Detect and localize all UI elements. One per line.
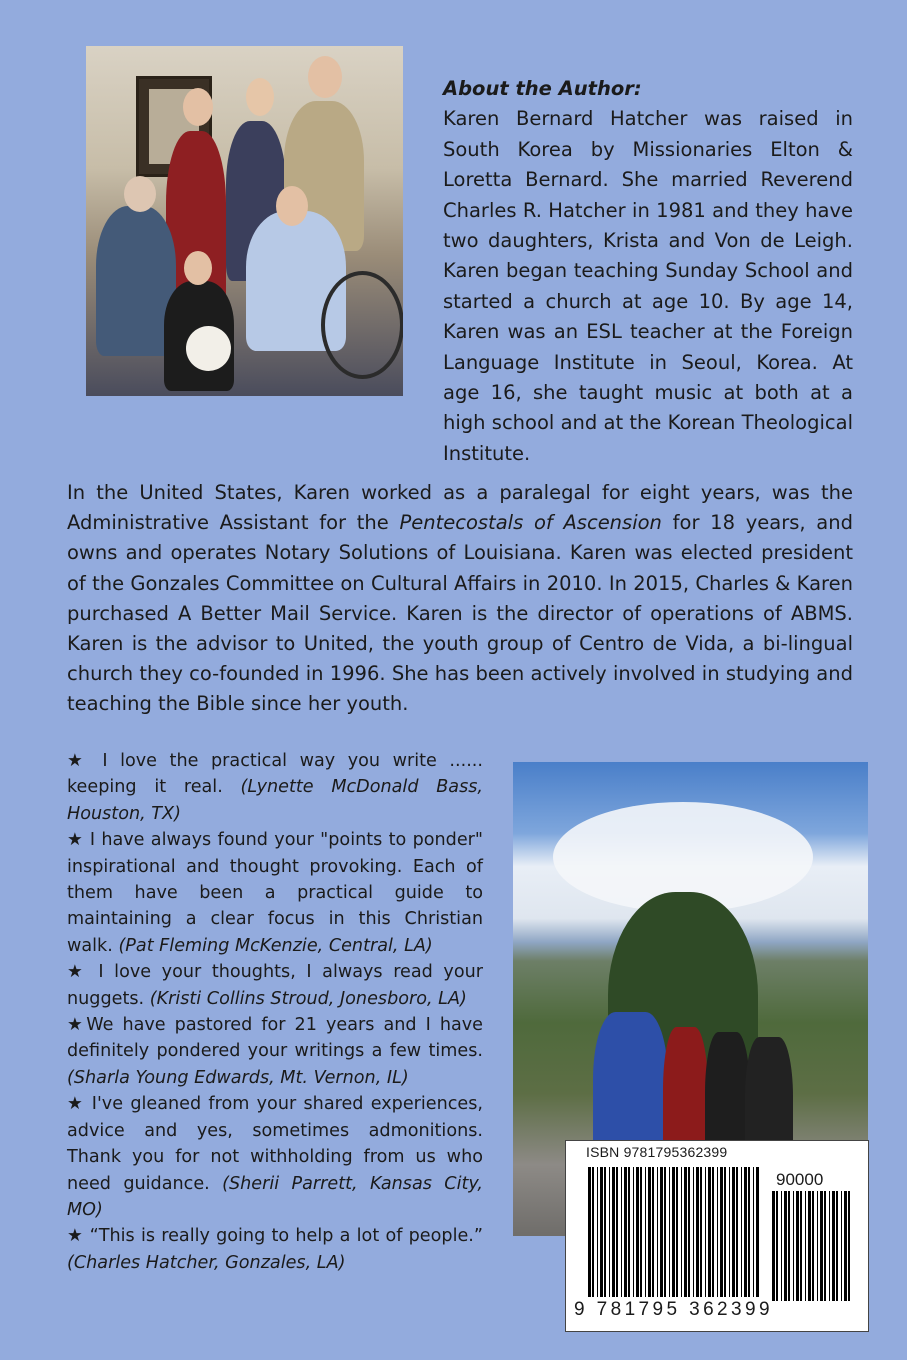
testimonial — [67, 959, 483, 1012]
testimonial-text: ★ “This is really going to help a lot of people.” — [67, 1226, 483, 1247]
barcode-bar — [796, 1191, 799, 1301]
testimonial-text: ★ I've gleaned from your shared experiences, advice and yes, sometimes admonitions. Thank you for not withholding from us who need guidance. — [67, 1094, 483, 1194]
bio-part2: for 18 years, and owns and operates Notary Solutions of Louisiana. Karen was elected president of the Gonzales Committee on Cultural Affairs in 2010. In 2015, Charles & Karen purchased A Better Mail Service. Karen is the director of operations of ABMS. Karen is the advisor to United, the youth group of Centro de Vida, a bi-lingual church they co-founded in 1996. She has been actively involved in studying and teaching the Bible since her youth. — [67, 511, 853, 716]
about-the-author — [443, 74, 853, 469]
about-title: About the Author: — [443, 77, 642, 100]
price-bars — [772, 1191, 850, 1301]
barcode-bar — [597, 1167, 598, 1297]
barcode-bar — [805, 1191, 806, 1301]
barcode-bar — [748, 1167, 750, 1297]
barcode-bar — [753, 1167, 754, 1297]
barcode-bar — [708, 1167, 711, 1297]
ean-bars — [588, 1167, 760, 1297]
barcode-bar — [652, 1167, 654, 1297]
barcode-bar — [744, 1167, 747, 1297]
barcode-bar — [604, 1167, 606, 1297]
barcode-bar — [592, 1167, 594, 1297]
testimonial-attribution: (Sherii Parrett, Kansas City, MO) — [67, 1173, 483, 1220]
bio-org: Pentecostals of Ascension — [399, 511, 662, 535]
barcode-bar — [600, 1167, 603, 1297]
barcode-bar — [836, 1191, 838, 1301]
isbn-digits: 9 781795 362399 — [574, 1299, 773, 1320]
barcode-bar — [588, 1167, 591, 1297]
barcode-bar — [633, 1167, 634, 1297]
barcode-bar — [648, 1167, 651, 1297]
testimonial-text: ★We have pastored for 21 years and I have definitely pondered your writings a few times. — [67, 1015, 483, 1062]
barcode-bar — [800, 1191, 802, 1301]
barcode-bar — [808, 1191, 811, 1301]
barcode-bar — [756, 1167, 759, 1297]
barcode-bar — [684, 1167, 687, 1297]
barcode-bar — [772, 1191, 775, 1301]
isbn-label: ISBN 9781795362399 — [586, 1144, 728, 1160]
barcode-bar — [736, 1167, 738, 1297]
price-code: 90000 — [776, 1170, 824, 1189]
barcode-bar — [657, 1167, 658, 1297]
barcode-bar — [729, 1167, 730, 1297]
about-text: Karen Bernard Hatcher was raised in South Korea by Missionaries Elton & Loretta Bernard. She married Reverend Charles R. Hatcher in 1981 and they have two daughters, Krista and Von de Leigh. Karen began teaching Sunday School and started a church at age 10. By age 14, Karen was an ESL teacher at the Foreign Language Institute in Seoul, Korea. At age 16, she taught music at both at a high school and at the Korean Theological Institute. — [443, 107, 853, 465]
barcode-bar — [676, 1167, 678, 1297]
barcode-bar — [788, 1191, 790, 1301]
testimonial-attribution: (Lynette McDonald Bass, Houston, TX) — [67, 777, 484, 824]
testimonial-attribution: (Kristi Collins Stroud, Jonesboro, LA) — [149, 988, 467, 1009]
bio-part1: In the United States, Karen worked as a paralegal for eight years, was the Administrative Assistant for the — [67, 481, 853, 535]
barcode-bar — [681, 1167, 682, 1297]
barcode-bar — [844, 1191, 847, 1301]
barcode-bar — [712, 1167, 714, 1297]
testimonial — [67, 827, 483, 959]
wheelchair — [321, 271, 403, 379]
barcode-bar — [793, 1191, 794, 1301]
barcode-bar — [612, 1167, 615, 1297]
barcode-bar — [688, 1167, 690, 1297]
barcode-bar — [720, 1167, 723, 1297]
barcode-bar — [640, 1167, 642, 1297]
testimonial — [67, 1223, 483, 1276]
barcode-bar — [784, 1191, 787, 1301]
barcode-bar — [781, 1191, 782, 1301]
barcode-bar — [832, 1191, 835, 1301]
barcode-bar — [841, 1191, 842, 1301]
barcode-bar — [812, 1191, 814, 1301]
small-white-dog — [186, 326, 231, 371]
barcode-bar — [717, 1167, 718, 1297]
barcode-bar — [724, 1167, 726, 1297]
testimonial-attribution: (Pat Fleming McKenzie, Central, LA) — [118, 935, 433, 956]
testimonial — [67, 1091, 483, 1223]
barcode-bar — [621, 1167, 622, 1297]
barcode-bar — [624, 1167, 627, 1297]
barcode-bar — [848, 1191, 850, 1301]
barcode-bar — [636, 1167, 639, 1297]
barcode-bar — [645, 1167, 646, 1297]
barcode-bar — [616, 1167, 618, 1297]
author-family-photo — [86, 46, 403, 396]
barcode-bar — [776, 1191, 778, 1301]
testimonial-text: ★ I have always found your "points to ponder" inspirational and thought provoking. Each of them have been a practical guide to maintaining a clear focus in this Christian walk. — [67, 830, 483, 956]
author-biography — [67, 478, 853, 720]
barcode-bar — [732, 1167, 735, 1297]
isbn-barcode — [565, 1140, 869, 1332]
barcode-bar — [693, 1167, 694, 1297]
barcode-bar — [705, 1167, 706, 1297]
barcode-bar — [820, 1191, 823, 1301]
barcode-bar — [700, 1167, 702, 1297]
testimonial-attribution: (Charles Hatcher, Gonzales, LA) — [67, 1252, 346, 1273]
barcode-bar — [669, 1167, 670, 1297]
testimonial-text: ★ I love the practical way you write ...... keeping it real. — [67, 751, 483, 798]
barcode-bar — [817, 1191, 818, 1301]
testimonial — [67, 748, 483, 827]
testimonial-attribution: (Sharla Young Edwards, Mt. Vernon, IL) — [67, 1067, 409, 1088]
barcode-bar — [660, 1167, 663, 1297]
barcode-bar — [628, 1167, 630, 1297]
barcode-bar — [696, 1167, 699, 1297]
barcode-bar — [664, 1167, 666, 1297]
testimonial — [67, 1012, 483, 1091]
barcode-bar — [829, 1191, 830, 1301]
barcode-bar — [741, 1167, 742, 1297]
testimonials — [67, 748, 483, 1276]
testimonial-text: ★ I love your thoughts, I always read your nuggets. — [67, 962, 483, 1009]
barcode-bar — [609, 1167, 610, 1297]
barcode-bar — [672, 1167, 675, 1297]
barcode-bar — [824, 1191, 826, 1301]
